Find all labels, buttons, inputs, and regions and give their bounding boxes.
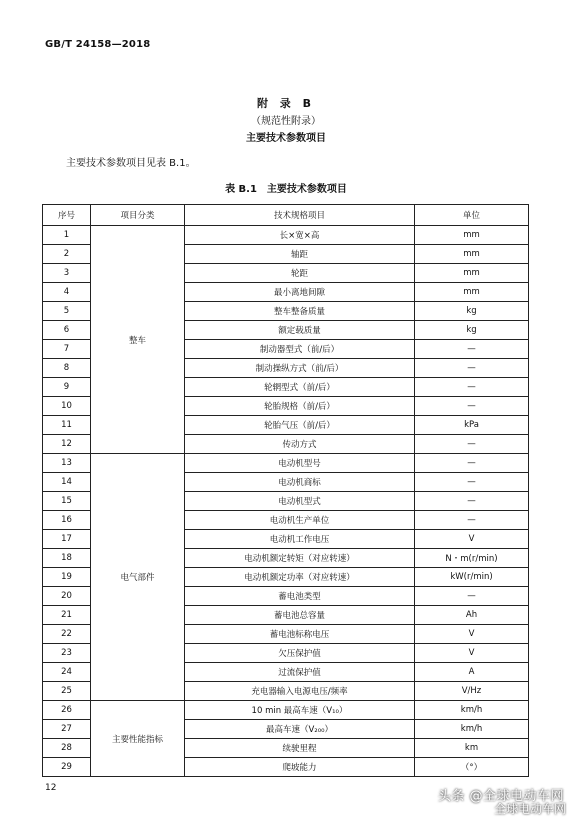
row-unit: — xyxy=(415,397,529,416)
row-item: 电动机工作电压 xyxy=(185,530,415,549)
row-unit: V/Hz xyxy=(415,682,529,701)
table-header-row xyxy=(43,205,529,226)
header-category: 项目分类 xyxy=(91,205,185,226)
row-item: 制动操纵方式（前/后） xyxy=(185,359,415,378)
parameters-table xyxy=(42,204,529,777)
row-unit: V xyxy=(415,644,529,663)
page-number: 12 xyxy=(45,783,57,793)
row-number: 10 xyxy=(43,397,91,416)
row-number: 6 xyxy=(43,321,91,340)
table-row xyxy=(43,454,529,473)
row-unit: kPa xyxy=(415,416,529,435)
table-row xyxy=(43,701,529,720)
row-unit: — xyxy=(415,435,529,454)
row-number: 17 xyxy=(43,530,91,549)
row-number: 20 xyxy=(43,587,91,606)
header-unit: 单位 xyxy=(415,205,529,226)
row-number: 4 xyxy=(43,283,91,302)
row-number: 9 xyxy=(43,378,91,397)
row-number: 25 xyxy=(43,682,91,701)
annex-subtitle: 主要技术参数项目 xyxy=(246,133,326,144)
table-body xyxy=(43,226,529,777)
row-number: 29 xyxy=(43,758,91,777)
watermark-text: 头条 @全球电动车网 xyxy=(437,789,564,804)
annex-type: （规范性附录） xyxy=(251,116,321,127)
row-item: 蓄电池标称电压 xyxy=(185,625,415,644)
row-number: 14 xyxy=(43,473,91,492)
row-item: 轮胎气压（前/后） xyxy=(185,416,415,435)
row-item: 蓄电池总容量 xyxy=(185,606,415,625)
row-item: 轴距 xyxy=(185,245,415,264)
row-unit: — xyxy=(415,340,529,359)
row-item: 充电器输入电源电压/频率 xyxy=(185,682,415,701)
row-item: 电动机型号 xyxy=(185,454,415,473)
row-number: 28 xyxy=(43,739,91,758)
row-unit: V xyxy=(415,530,529,549)
row-number: 13 xyxy=(43,454,91,473)
row-item: 长×宽×高 xyxy=(185,226,415,245)
row-category: 电气部件 xyxy=(91,454,185,701)
row-item: 制动器型式（前/后） xyxy=(185,340,415,359)
row-number: 26 xyxy=(43,701,91,720)
row-number: 15 xyxy=(43,492,91,511)
row-item: 电动机额定转矩（对应转速） xyxy=(185,549,415,568)
row-unit: kg xyxy=(415,321,529,340)
watermark-logo-text: 全球电动车网 xyxy=(493,802,566,816)
row-unit: — xyxy=(415,587,529,606)
row-unit: kW(r/min) xyxy=(415,568,529,587)
row-item: 续驶里程 xyxy=(185,739,415,758)
row-unit: mm xyxy=(415,283,529,302)
row-item: 最高车速（V₂₀₀） xyxy=(185,720,415,739)
row-item: 电动机额定功率（对应转速） xyxy=(185,568,415,587)
row-number: 3 xyxy=(43,264,91,283)
header-item: 技术规格项目 xyxy=(185,205,415,226)
row-item: 蓄电池类型 xyxy=(185,587,415,606)
row-number: 12 xyxy=(43,435,91,454)
row-number: 21 xyxy=(43,606,91,625)
row-item: 电动机生产单位 xyxy=(185,511,415,530)
header-no: 序号 xyxy=(43,205,91,226)
row-unit: — xyxy=(415,454,529,473)
row-item: 电动机型式 xyxy=(185,492,415,511)
row-number: 11 xyxy=(43,416,91,435)
row-item: 轮距 xyxy=(185,264,415,283)
row-number: 23 xyxy=(43,644,91,663)
row-item: 最小离地间隙 xyxy=(185,283,415,302)
row-number: 1 xyxy=(43,226,91,245)
row-number: 5 xyxy=(43,302,91,321)
row-unit: — xyxy=(415,359,529,378)
row-item: 欠压保护值 xyxy=(185,644,415,663)
row-unit: mm xyxy=(415,226,529,245)
row-unit: — xyxy=(415,473,529,492)
row-number: 8 xyxy=(43,359,91,378)
row-unit: （°） xyxy=(415,758,529,777)
row-category: 整车 xyxy=(91,226,185,454)
row-item: 额定载质量 xyxy=(185,321,415,340)
row-item: 电动机商标 xyxy=(185,473,415,492)
annex-title: 附 录 B xyxy=(256,97,316,110)
row-unit: km/h xyxy=(415,701,529,720)
row-number: 18 xyxy=(43,549,91,568)
row-unit: V xyxy=(415,625,529,644)
intro-text: 主要技术参数项目见表 B.1。 xyxy=(66,158,196,169)
row-item: 10 min 最高车速（V₁₀） xyxy=(185,701,415,720)
row-number: 19 xyxy=(43,568,91,587)
row-item: 过流保护值 xyxy=(185,663,415,682)
row-item: 轮胎规格（前/后） xyxy=(185,397,415,416)
row-unit: N・m(r/min) xyxy=(415,549,529,568)
row-unit: km/h xyxy=(415,720,529,739)
row-unit: Ah xyxy=(415,606,529,625)
row-number: 22 xyxy=(43,625,91,644)
row-number: 2 xyxy=(43,245,91,264)
standard-code: GB/T 24158—2018 xyxy=(45,39,151,50)
row-number: 16 xyxy=(43,511,91,530)
row-unit: — xyxy=(415,511,529,530)
table-row xyxy=(43,226,529,245)
row-unit: mm xyxy=(415,245,529,264)
row-unit: A xyxy=(415,663,529,682)
row-item: 整车整备质量 xyxy=(185,302,415,321)
row-unit: mm xyxy=(415,264,529,283)
row-item: 爬坡能力 xyxy=(185,758,415,777)
table-caption: 表 B.1 主要技术参数项目 xyxy=(225,184,347,195)
row-item: 轮辋型式（前/后） xyxy=(185,378,415,397)
row-unit: — xyxy=(415,492,529,511)
row-unit: — xyxy=(415,378,529,397)
row-category: 主要性能指标 xyxy=(91,701,185,777)
row-number: 27 xyxy=(43,720,91,739)
row-number: 7 xyxy=(43,340,91,359)
row-unit: km xyxy=(415,739,529,758)
row-number: 24 xyxy=(43,663,91,682)
row-unit: kg xyxy=(415,302,529,321)
row-item: 传动方式 xyxy=(185,435,415,454)
